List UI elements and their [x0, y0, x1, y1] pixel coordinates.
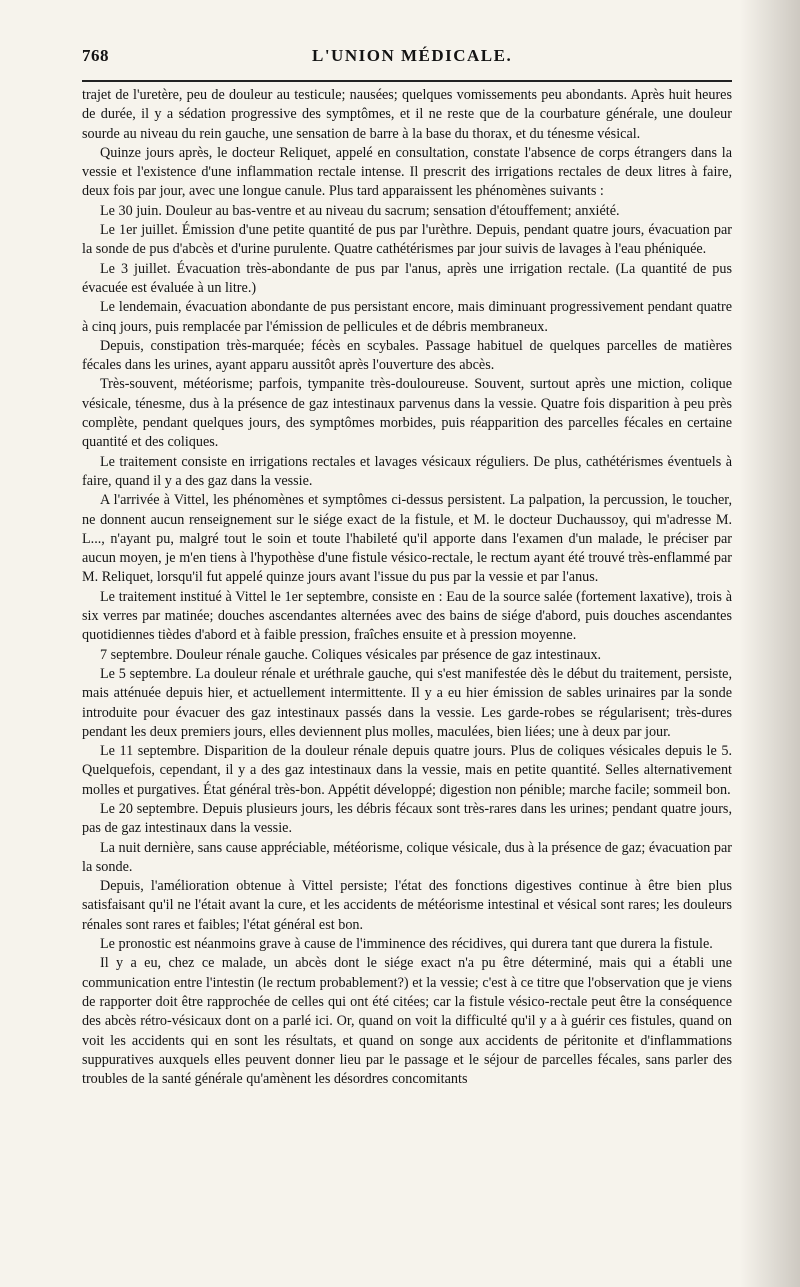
- page-number: 768: [82, 46, 109, 65]
- paragraph: Le lendemain, évacuation abondante de pus persistant encore, mais diminuant progressivement pendant quatre à cinq jours, puis remplacée par l'émission de pellicules et de débris membraneux.: [82, 299, 732, 335]
- page-edge-shadow: [740, 0, 800, 1287]
- paragraph: Le 30 juin. Douleur au bas-ventre et au niveau du sacrum; sensation d'étouffement; anxiété.: [100, 202, 620, 219]
- paragraph: Le 3 juillet. Évacuation très-abondante de pus par l'anus, après une irrigation rectale. (La quantité de pus évacuée est évaluée à un litre.): [82, 260, 732, 296]
- paragraph: 7 septembre. Douleur rénale gauche. Coliques vésicales par présence de gaz intestinaux.: [100, 646, 602, 663]
- paragraph: La nuit dernière, sans cause appréciable, météorisme, colique vésicale, dus à la présence de gaz; évacuation par la sonde.: [82, 839, 732, 875]
- journal-title: L'UNION MÉDICALE.: [312, 46, 513, 65]
- paragraph: Le 11 septembre. Disparition de la douleur rénale depuis quatre jours. Plus de coliques vésicales depuis le 5. Quelquefois, cependant, il y a des gaz intestinaux dans la vessie, mais en petite quantité. Selles alternativement molles et purgatives. État général très-bon. Appétit développé; digestion non pénible; marche facile; sommeil bon.: [82, 743, 732, 798]
- body-text: [82, 86, 732, 1089]
- paragraph: trajet de l'uretère, peu de douleur au testicule; nausées; quelques vomissements peu abondants. Après huit heures de durée, il y a sédation progressive des symptômes, et il ne reste que de la courbature générale, une douleur sourde au niveau du rein gauche, une sensation de barre à la base du thorax, et du ténesme vésical.: [82, 87, 732, 142]
- paragraph: Très-souvent, météorisme; parfois, tympanite très-douloureuse. Souvent, surtout après une miction, colique vésicale, ténesme, dus à la présence de gaz intestinaux parvenus dans la vessie. Quatre fois disparition à peu près complète, pendant quelques jours, des symptômes morbides, puis réapparition des parcelles fécales en certaine quantité et des coliques.: [82, 376, 732, 451]
- paragraph: Depuis, l'amélioration obtenue à Vittel persiste; l'état des fonctions digestives continue à être bien plus satisfaisant qu'il ne l'était avant la cure, et les accidents de météorisme intestinal et vésical sont rares; les douleurs rénales sont rares et faibles; l'état général est bon.: [82, 878, 732, 933]
- paragraph: Le 1er juillet. Émission d'une petite quantité de pus par l'urèthre. Depuis, pendant quatre jours, évacuation par la sonde de pus d'abcès et d'urine purulente. Quatre cathétérismes par jour suivis de lavages à l'eau phéniquée.: [82, 222, 732, 258]
- paragraph: Il y a eu, chez ce malade, un abcès dont le siége exact n'a pu être déterminé, mais qui a établi une communication entre l'intestin (le rectum probablement?) et la vessie; c'est à ce titre que l'observation que je viens de rapporter doit être rapprochée de celles qui ont été citées; car la fistule vésico-rectale peut être la conséquence des abcès rétro-vésicaux dont on a parlé ici. Or, quand on voit la difficulté qu'il y a à guérir ces fistules, quand on voit les accidents qui en sont les résultats, et quand on songe aux accidents de péritonite et d'inflammations suppuratives auxquels elles peuvent donner lieu par le passage et le séjour de parcelles fécales, sans parler des troubles de la santé générale qu'amènent les désordres concomitants: [82, 955, 732, 1088]
- paragraph: Le 20 septembre. Depuis plusieurs jours, les débris fécaux sont très-rares dans les urines; pendant quatre jours, pas de gaz intestinaux dans la vessie.: [82, 800, 732, 837]
- running-head: [82, 40, 760, 66]
- paragraph: Le 5 septembre. La douleur rénale et uréthrale gauche, qui s'est manifestée dès le début du traitement, persiste, mais atténuée depuis hier, et actuellement intermittente. Il y a eu hier émission de sables urinaires par la sonde introduite pour évacuer des gaz intestinaux passés dans la vessie. Les garde-robes se régularisent; très-dures pendant les deux premiers jours, elles deviennent plus molles, maculées, bien liées; une à deux par jour.: [82, 665, 732, 740]
- paragraph: Le pronostic est néanmoins grave à cause de l'imminence des récidives, qui durera tant que durera la fistule.: [100, 936, 713, 953]
- header-rule: [82, 80, 732, 82]
- paragraph: Quinze jours après, le docteur Reliquet, appelé en consultation, constate l'absence de corps étrangers dans la vessie et l'existence d'une inflammation rectale intense. Il prescrit des irrigations rectales de deux litres à faire, deux fois par jour, avec une longue canule. Plus tard apparaissent les phénomènes suivants :: [82, 144, 732, 200]
- paragraph: Le traitement institué à Vittel le 1er septembre, consiste en : Eau de la source salée (fortement laxative), trois à six verres par matinée; douches ascendantes alternées avec des bains de siége d'abord, puis douches ascendantes quotidiennes tièdes d'abord et à faible pression, fraîches ensuite et à pression moyenne.: [82, 588, 732, 644]
- paragraph: A l'arrivée à Vittel, les phénomènes et symptômes ci-dessus persistent. La palpation, la percussion, le toucher, ne donnent aucun renseignement sur le siége exact de la fistule, et M. le docteur Duchaussoy, qui m'adresse M. L..., n'ayant pu, malgré tout le soin et toute l'habileté qu'il apporte dans l'examen d'un malade, le préciser par aucun moyen, je m'en tiens à l'hypothèse d'une fistule vésico-rectale, le rectum ayant été trouvé très-enflammé par M. Reliquet, lorsqu'il fut appelé quinze jours avant l'issue du pus par la vessie et par l'anus.: [82, 492, 732, 586]
- paragraph: Depuis, constipation très-marquée; fécès en scybales. Passage habituel de quelques parcelles de matières fécales dans les urines, ayant apparu aussitôt après l'ouverture des abcès.: [82, 337, 732, 374]
- paragraph: Le traitement consiste en irrigations rectales et lavages vésicaux réguliers. De plus, cathétérismes éventuels à faire, quand il y a des gaz dans la vessie.: [82, 453, 732, 489]
